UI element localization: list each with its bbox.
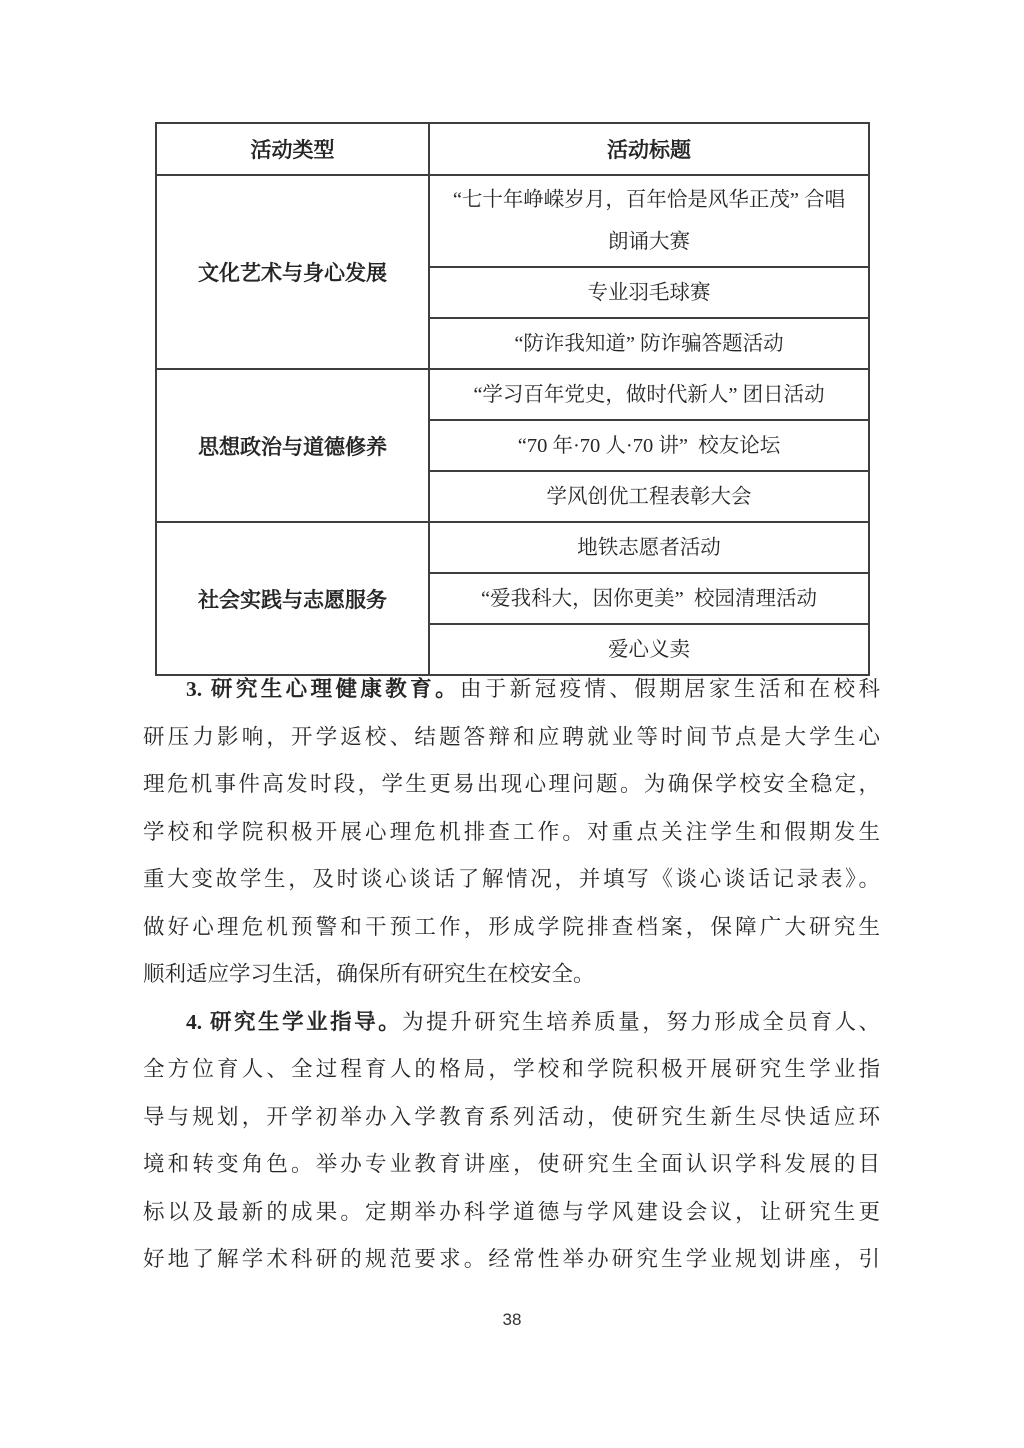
activity-title-cell — [429, 267, 869, 318]
table-row — [156, 522, 869, 573]
activity-title-line: 朗诵大赛 — [608, 231, 690, 253]
table-row — [156, 369, 869, 420]
activity-title-cell — [429, 318, 869, 369]
activity-title-cell — [429, 573, 869, 624]
paragraph-text: 为提升研究生培养质量，努力形成全员育人、 — [402, 1009, 880, 1034]
paragraph-line: 全方位育人、全过程育人的格局，学校和学院积极开展研究生学业指 — [143, 1057, 880, 1081]
paragraph-line: 学校和学院积极开展心理危机排查工作。对重点关注学生和假期发生 — [143, 819, 880, 844]
paragraph-line: 导与规划，开学初举办入学教育系列活动，使研究生新生尽快适应环 — [143, 1104, 880, 1129]
activity-title-cell — [429, 175, 869, 267]
paragraph-line — [143, 999, 880, 1047]
activity-title-cell — [429, 471, 869, 522]
activity-title-line: 学风创优工程表彰大会 — [546, 485, 752, 508]
column-header-title: 活动标题 — [429, 123, 869, 175]
activity-title-line: 地铁志愿者活动 — [577, 536, 721, 559]
activity-type-cell: 思想政治与道德修养 — [156, 369, 429, 522]
activity-title-cell — [429, 369, 869, 420]
activity-title-line: 专业羽毛球赛 — [587, 281, 711, 304]
paragraph-line — [143, 666, 880, 714]
activity-table-header — [156, 123, 869, 175]
activity-title-line: “爱我科大，因你更美” 校园清理活动 — [481, 587, 817, 610]
paragraph-line: 境和转变角色。举办专业教育讲座，使研究生全面认识学科发展的目 — [143, 1152, 880, 1176]
paragraph-line: 研压力影响，开学返校、结题答辩和应聘就业等时间节点是大学生心 — [143, 724, 880, 749]
paragraph-line: 标以及最新的成果。定期举办科学道德与学风建设会议，让研究生更 — [143, 1199, 880, 1224]
activity-title-line: 爱心义卖 — [608, 638, 690, 661]
paragraph-line: 顺利适应学习生活，确保所有研究生在校安全。 — [143, 962, 595, 986]
page-number: 38 — [502, 1310, 522, 1329]
activity-title-cell — [429, 522, 869, 573]
paragraph-line: 做好心理危机预警和干预工作，形成学院排查档案，保障广大研究生 — [143, 914, 880, 939]
activity-title-line: “70 年·70 人·70 讲” 校友论坛 — [517, 434, 781, 457]
activity-title-cell — [429, 420, 869, 471]
paragraph-line: 好地了解学术科研的规范要求。经常性举办研究生学业规划讲座，引 — [143, 1247, 880, 1271]
paragraph-lead: 4. 研究生学业指导。 — [186, 1009, 403, 1034]
column-header-type: 活动类型 — [156, 123, 429, 175]
activity-title-line: “防诈我知道” 防诈骗答题活动 — [514, 332, 784, 355]
paragraph-line: 重大变故学生，及时谈心谈话了解情况，并填写《谈心谈话记录表》。 — [143, 867, 880, 891]
activity-title-line: “七十年峥嵘岁月，百年恰是风华正茂” 合唱 — [452, 189, 846, 211]
activity-type-cell: 社会实践与志愿服务 — [156, 522, 429, 675]
paragraph-lead: 3. 研究生心理健康教育。 — [186, 677, 460, 701]
table-header-row — [156, 123, 869, 175]
table-row — [156, 175, 869, 267]
body-paragraphs — [143, 666, 880, 1284]
paragraph-line: 理危机事件高发时段，学生更易出现心理问题。为确保学校安全稳定， — [143, 772, 880, 796]
activity-table-body — [156, 175, 869, 675]
paragraph-text: 由于新冠疫情、假期居家生活和在校科 — [459, 677, 880, 701]
activity-title-line: “学习百年党史，做时代新人” 团日活动 — [473, 383, 825, 406]
activity-table — [155, 122, 870, 676]
activity-type-cell: 文化艺术与身心发展 — [156, 175, 429, 369]
